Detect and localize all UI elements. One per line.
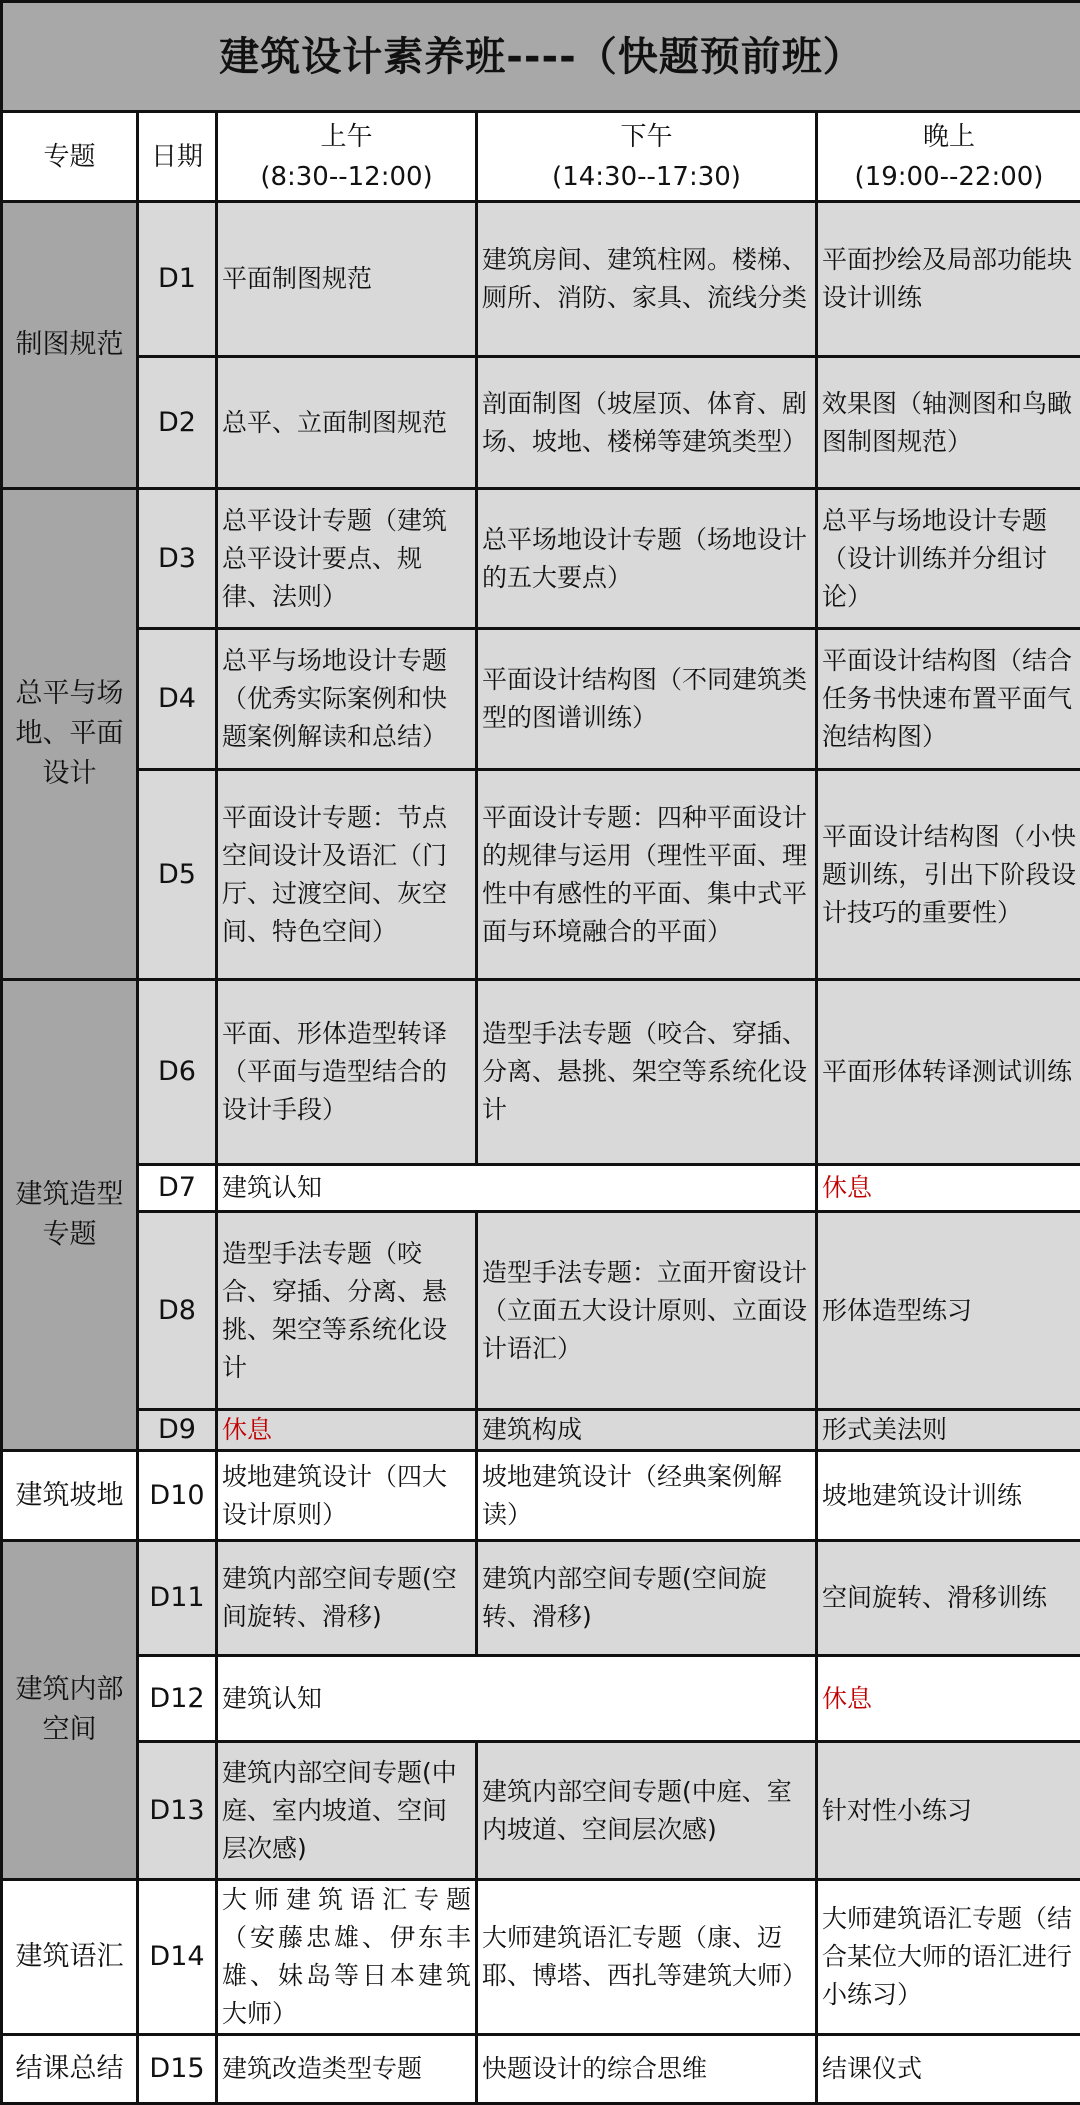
day-cell: D15 <box>138 2035 217 2104</box>
afternoon-cell: 建筑构成 <box>477 1410 817 1451</box>
evening-cell: 针对性小练习 <box>817 1742 1080 1880</box>
table-row <box>2 629 1080 770</box>
table-row <box>2 980 1080 1165</box>
category-cell: 结课总结 <box>2 2035 138 2104</box>
evening-cell: 总平与场地设计专题（设计训练并分组讨论） <box>817 489 1080 629</box>
category-cell <box>2 1541 138 1880</box>
morning-cell: 建筑内部空间专题(中庭、室内坡道、空间层次感) <box>217 1742 477 1880</box>
afternoon-cell: 建筑内部空间专题(空间旋转、滑移) <box>477 1541 817 1656</box>
table-row <box>2 489 1080 629</box>
header-evening <box>817 112 1080 202</box>
afternoon-cell: 坡地建筑设计（经典案例解读） <box>477 1451 817 1541</box>
morning-cell: 总平设计专题（建筑总平设计要点、规律、法则） <box>217 489 477 629</box>
category-line: 建筑造型 <box>7 1175 132 1215</box>
evening-cell: 形式美法则 <box>817 1410 1080 1451</box>
morning-cell: 平面设计专题：节点空间设计及语汇（门厅、过渡空间、灰空间、特色空间） <box>217 770 477 980</box>
header-afternoon <box>477 112 817 202</box>
morning-cell: 造型手法专题（咬合、穿插、分离、悬挑、架空等系统化设计 <box>217 1212 477 1410</box>
day-cell: D3 <box>138 489 217 629</box>
table-row <box>2 1656 1080 1742</box>
header-topic: 专题 <box>2 112 138 202</box>
header-afternoon-time: (14:30--17:30) <box>482 157 811 197</box>
table-row <box>2 202 1080 357</box>
category-line: 空间 <box>7 1710 132 1750</box>
table-row <box>2 1742 1080 1880</box>
evening-cell: 平面设计结构图（结合任务书快速布置平面气泡结构图） <box>817 629 1080 770</box>
afternoon-cell: 快题设计的综合思维 <box>477 2035 817 2104</box>
table-row <box>2 357 1080 489</box>
day-cell: D1 <box>138 202 217 357</box>
category-line: 设计 <box>7 754 132 794</box>
morning-cell: 平面、形体造型转译（平面与造型结合的设计手段） <box>217 980 477 1165</box>
day-cell: D2 <box>138 357 217 489</box>
evening-cell: 空间旋转、滑移训练 <box>817 1541 1080 1656</box>
day-cell: D4 <box>138 629 217 770</box>
page-title: 建筑设计素养班----（快题预前班） <box>2 2 1080 112</box>
afternoon-cell: 造型手法专题：立面开窗设计（立面五大设计原则、立面设计语汇） <box>477 1212 817 1410</box>
category-line: 总平与场 <box>7 674 132 714</box>
morning-afternoon-cell: 建筑认知 <box>217 1165 817 1212</box>
day-cell: D12 <box>138 1656 217 1742</box>
evening-cell: 大师建筑语汇专题（结合某位大师的语汇进行小练习） <box>817 1880 1080 2035</box>
afternoon-cell: 总平场地设计专题（场地设计的五大要点） <box>477 489 817 629</box>
afternoon-cell: 造型手法专题（咬合、穿插、分离、悬挑、架空等系统化设计 <box>477 980 817 1165</box>
table-row <box>2 1212 1080 1410</box>
header-evening-time: (19:00--22:00) <box>822 157 1076 197</box>
day-cell: D5 <box>138 770 217 980</box>
category-line: 建筑内部 <box>7 1670 132 1710</box>
morning-cell: 总平、立面制图规范 <box>217 357 477 489</box>
morning-cell: 总平与场地设计专题（优秀实际案例和快题案例解读和总结） <box>217 629 477 770</box>
table-row <box>2 1165 1080 1212</box>
morning-cell: 坡地建筑设计（四大设计原则） <box>217 1451 477 1541</box>
table-row <box>2 1410 1080 1451</box>
header-morning <box>217 112 477 202</box>
morning-cell: 建筑内部空间专题(空间旋转、滑移) <box>217 1541 477 1656</box>
day-cell: D9 <box>138 1410 217 1451</box>
evening-cell: 形体造型练习 <box>817 1212 1080 1410</box>
day-cell: D14 <box>138 1880 217 2035</box>
afternoon-cell: 平面设计专题：四种平面设计的规律与运用（理性平面、理性中有感性的平面、集中式平面与环境融合的平面） <box>477 770 817 980</box>
category-cell: 建筑语汇 <box>2 1880 138 2035</box>
category-line: 地、平面 <box>7 714 132 754</box>
category-line: 专题 <box>7 1215 132 1255</box>
table-row <box>2 2035 1080 2104</box>
evening-cell: 休息 <box>817 1165 1080 1212</box>
table-row <box>2 1451 1080 1541</box>
category-cell: 制图规范 <box>2 202 138 489</box>
header-evening-label: 晚上 <box>822 117 1076 157</box>
day-cell: D6 <box>138 980 217 1165</box>
morning-cell: 休息 <box>217 1410 477 1451</box>
morning-cell: 平面制图规范 <box>217 202 477 357</box>
table-row <box>2 1880 1080 2035</box>
evening-cell: 坡地建筑设计训练 <box>817 1451 1080 1541</box>
evening-cell: 结课仪式 <box>817 2035 1080 2104</box>
day-cell: D11 <box>138 1541 217 1656</box>
afternoon-cell: 建筑房间、建筑柱网。楼梯、厕所、消防、家具、流线分类 <box>477 202 817 357</box>
day-cell: D7 <box>138 1165 217 1212</box>
category-cell: 建筑坡地 <box>2 1451 138 1541</box>
evening-cell: 休息 <box>817 1656 1080 1742</box>
morning-cell: 建筑改造类型专题 <box>217 2035 477 2104</box>
header-date: 日期 <box>138 112 217 202</box>
header-morning-label: 上午 <box>222 117 471 157</box>
category-cell <box>2 980 138 1451</box>
afternoon-cell: 大师建筑语汇专题（康、迈耶、博塔、西扎等建筑大师） <box>477 1880 817 2035</box>
table-row <box>2 1541 1080 1656</box>
morning-cell: 大师建筑语汇专题（安藤忠雄、伊东丰雄、妹岛等日本建筑大师） <box>217 1880 477 2035</box>
day-cell: D13 <box>138 1742 217 1880</box>
evening-cell: 效果图（轴测图和鸟瞰图制图规范） <box>817 357 1080 489</box>
table-row <box>2 770 1080 980</box>
day-cell: D8 <box>138 1212 217 1410</box>
afternoon-cell: 平面设计结构图（不同建筑类型的图谱训练） <box>477 629 817 770</box>
table-header-row <box>2 112 1080 202</box>
afternoon-cell: 剖面制图（坡屋顶、体育、剧场、坡地、楼梯等建筑类型） <box>477 357 817 489</box>
evening-cell: 平面形体转译测试训练 <box>817 980 1080 1165</box>
afternoon-cell: 建筑内部空间专题(中庭、室内坡道、空间层次感) <box>477 1742 817 1880</box>
morning-afternoon-cell: 建筑认知 <box>217 1656 817 1742</box>
evening-cell: 平面抄绘及局部功能块设计训练 <box>817 202 1080 357</box>
header-morning-time: (8:30--12:00) <box>222 157 471 197</box>
evening-cell: 平面设计结构图（小快题训练，引出下阶段设计技巧的重要性） <box>817 770 1080 980</box>
header-afternoon-label: 下午 <box>482 117 811 157</box>
day-cell: D10 <box>138 1451 217 1541</box>
category-cell <box>2 489 138 980</box>
